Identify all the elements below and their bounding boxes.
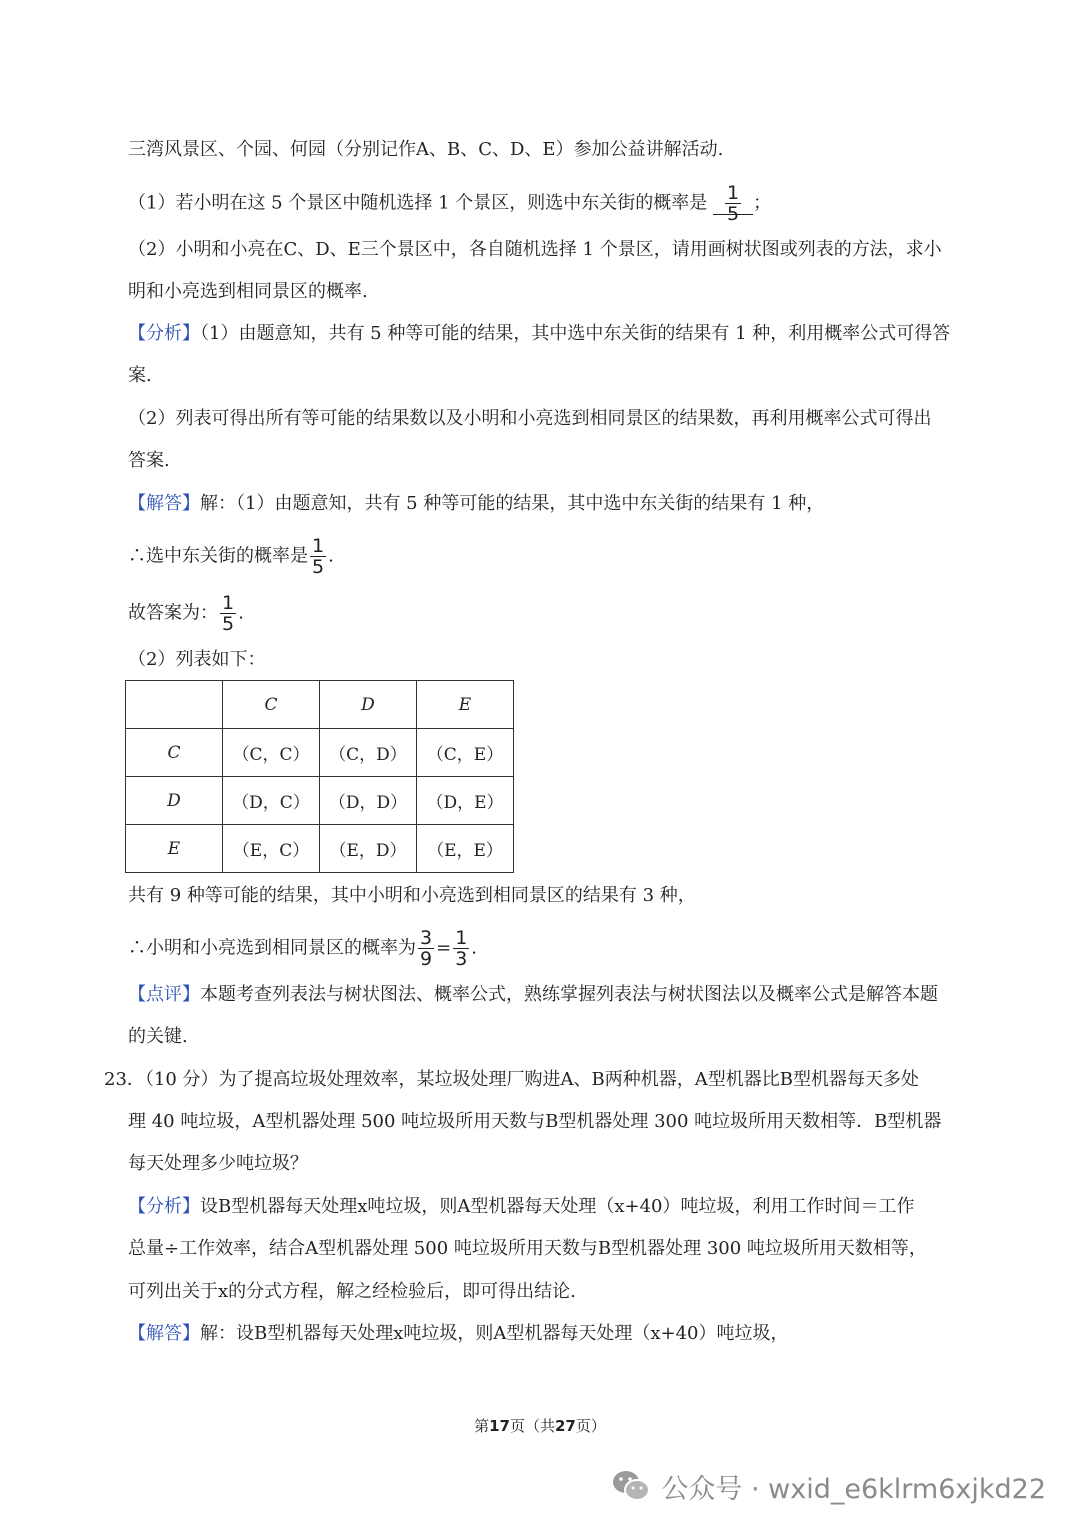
fraction-one-fifth: $\frac{1}{5}$ [222, 592, 235, 635]
q22-answer-line2: ∴选中东关街的概率是 $\frac{1}{5}$ . [128, 535, 334, 578]
table-cell: （D，D） [320, 777, 417, 825]
q22-analysis-line3: （2）列表可得出所有等可能的结果数以及小明和小亮选到相同景区的结果数，再利用概率公式可得出 [128, 408, 932, 429]
table-row [126, 729, 514, 777]
q22-comment-line1: 【点评】本题考查列表法与树状图法、概率公式，熟练掌握列表法与树状图法以及概率公式是解答本题 [128, 984, 938, 1005]
answer-tag: 【解答】 [128, 1323, 200, 1344]
table-cell: （C，E） [417, 729, 514, 777]
page-total: 27 [555, 1417, 576, 1435]
answer-blank [713, 182, 753, 225]
table-cell [126, 681, 223, 729]
q22-result-line2: ∴小明和小亮选到相同景区的概率为 $\frac{3}{9}$ = $\frac{1}{3}$ . [128, 927, 478, 970]
answer-tag: 【解答】 [128, 493, 200, 514]
table-cell: C [223, 681, 320, 729]
q23-answer-line1: 【解答】解：设B型机器每天处理x吨垃圾，则A型机器每天处理（x+40）吨垃圾， [128, 1323, 789, 1344]
q23-analysis-line1: 【分析】设B型机器每天处理x吨垃圾，则A型机器每天处理（x+40）吨垃圾，利用工作时间＝工作 [128, 1196, 915, 1217]
table-row [126, 825, 514, 873]
table-cell: （E，E） [417, 825, 514, 873]
analysis-tag: 【分析】 [128, 1196, 200, 1217]
table-cell: E [417, 681, 514, 729]
watermark [611, 1462, 1046, 1510]
q22-analysis-line4: 答案. [128, 450, 170, 471]
outcome-table [125, 680, 514, 873]
q23-analysis-line3: 可列出关于x的分式方程，解之经检验后，即可得出结论. [128, 1281, 576, 1302]
table-cell: （D，E） [417, 777, 514, 825]
table-header-row [126, 681, 514, 729]
page-number: 17 [489, 1417, 510, 1435]
q22-part1: （1）若小明在这 5 个景区中随机选择 1 个景区，则选中东关街的概率是 $\frac{1}{5}$ ； [128, 182, 772, 225]
q22-part1-text: （1）若小明在这 5 个景区中随机选择 1 个景区，则选中东关街的概率是 [128, 192, 708, 214]
q22-answer-line4: （2）列表如下： [128, 649, 266, 670]
q22-analysis-line2: 案. [128, 365, 152, 386]
table-cell: D [126, 777, 223, 825]
table-cell: E [126, 825, 223, 873]
table-row [126, 777, 514, 825]
fraction-one-fifth: $\frac{1}{5}$ [726, 182, 740, 225]
q22-answer-line1: 【解答】解：（1）由题意知，共有 5 种等可能的结果，其中选中东关街的结果有 1 种， [128, 493, 825, 514]
q22-intro: 三湾风景区、个园、何园（分别记作A、B、C、D、E）参加公益讲解活动. [128, 139, 724, 160]
table-cell: （D，C） [223, 777, 320, 825]
table-cell: C [126, 729, 223, 777]
q22-answer-line3: 故答案为： $\frac{1}{5}$ . [128, 592, 244, 635]
table-cell: （E，C） [223, 825, 320, 873]
fraction-one-fifth: $\frac{1}{5}$ [312, 535, 325, 578]
fraction-one-third: $\frac{1}{3}$ [455, 927, 468, 970]
q23-analysis-line2: 总量÷工作效率，结合A型机器处理 500 吨垃圾所用天数与B型机器处理 300 吨垃圾所用天数相等， [128, 1238, 927, 1259]
q22-part2-line1: （2）小明和小亮在C、D、E三个景区中，各自随机选择 1 个景区，请用画树状图或列表的方法，求小 [128, 239, 942, 260]
q23-line2: 理 40 吨垃圾，A型机器处理 500 吨垃圾所用天数与B型机器处理 300 吨垃圾所用天数相等．B型机器 [128, 1111, 942, 1132]
comment-tag: 【点评】 [128, 984, 200, 1005]
table-cell: D [320, 681, 417, 729]
table-cell: （C，C） [223, 729, 320, 777]
q22-result-line1: 共有 9 种等可能的结果，其中小明和小亮选到相同景区的结果有 3 种， [128, 885, 696, 906]
fraction-three-ninths: $\frac{3}{9}$ [420, 927, 433, 970]
page-footer: 第17页（共27页） [474, 1417, 606, 1435]
q22-part2-line2: 明和小亮选到相同景区的概率. [128, 281, 368, 302]
q22-analysis-line1: 【分析】（1）由题意知，共有 5 种等可能的结果，其中选中东关街的结果有 1 种，利用概率公式可得答 [128, 323, 951, 344]
q23-line3: 每天处理多少吨垃圾？ [128, 1153, 308, 1174]
q23-line1: 23．（10 分）为了提高垃圾处理效率，某垃圾处理厂购进A、B两种机器，A型机器比B型机器每天多处 [104, 1069, 919, 1090]
wechat-icon [611, 1468, 651, 1504]
analysis-tag: 【分析】 [128, 323, 200, 344]
watermark-text: 公众号 · wxid_e6klrm6xjkd22 [661, 1473, 1046, 1505]
table-cell: （E，D） [320, 825, 417, 873]
table-cell: （C，D） [320, 729, 417, 777]
q22-comment-line2: 的关键. [128, 1026, 188, 1047]
